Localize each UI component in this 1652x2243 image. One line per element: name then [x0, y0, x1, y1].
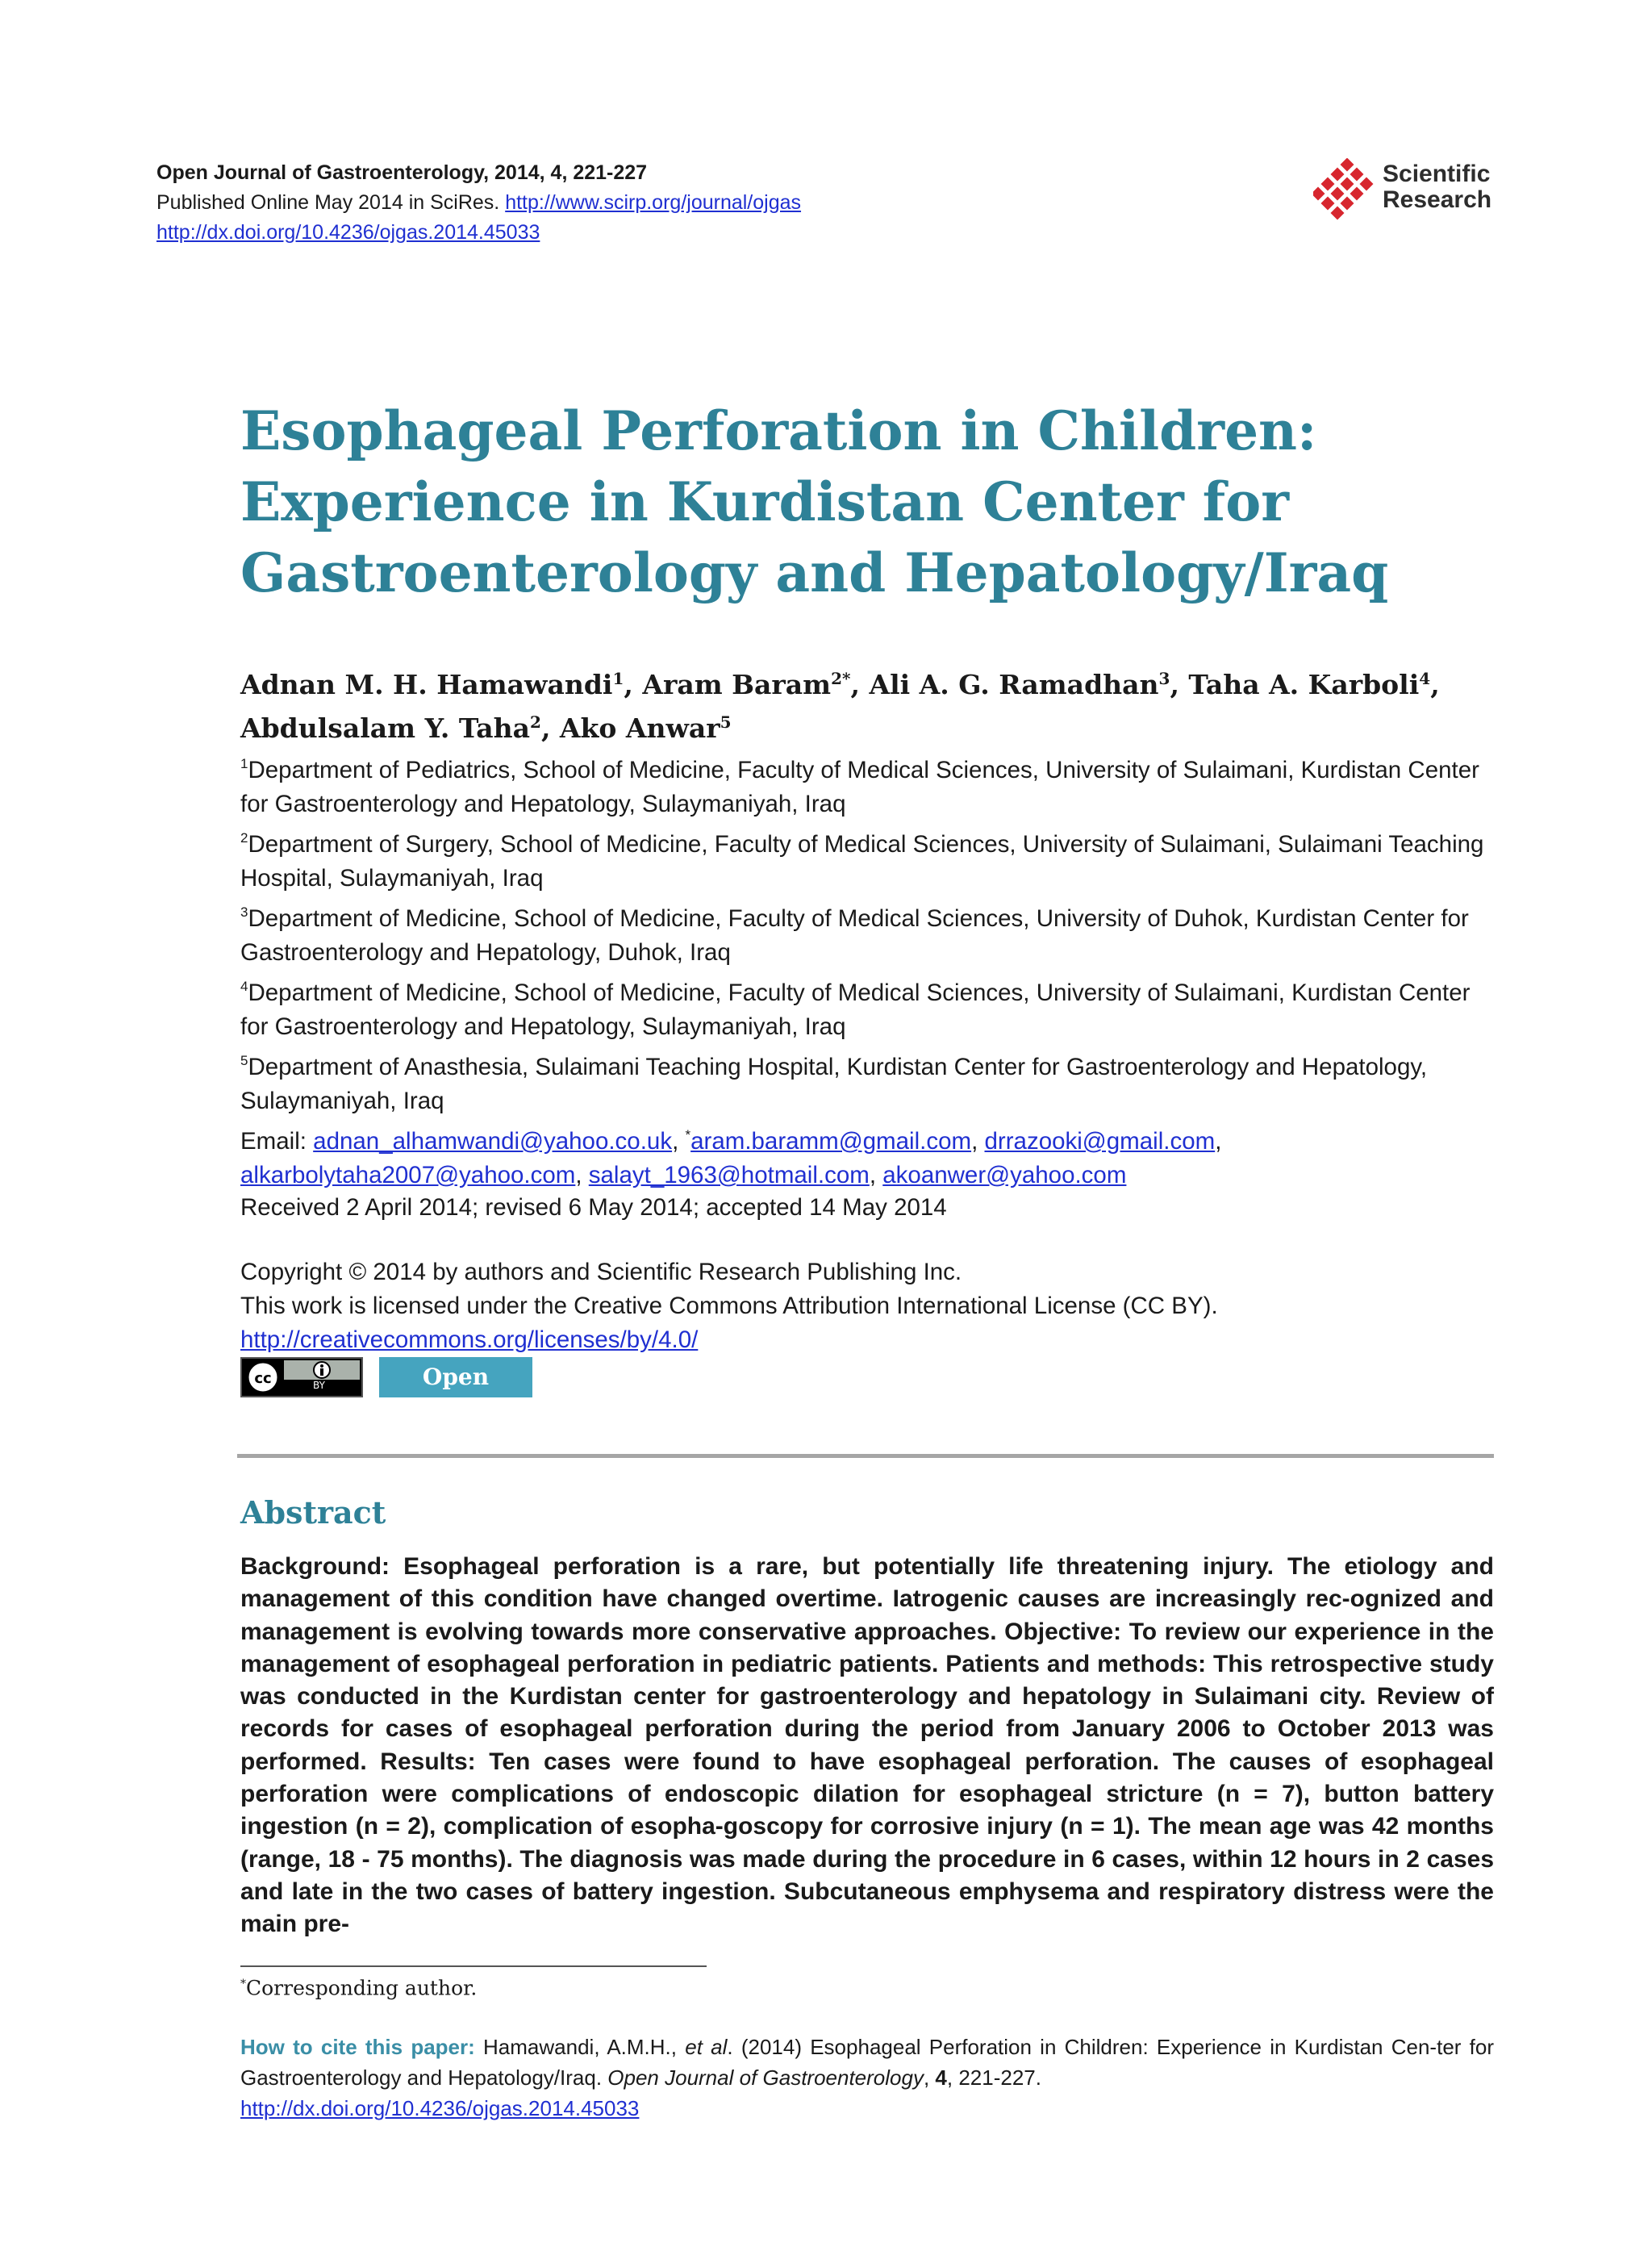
- affiliation-text: Department of Surgery, School of Medicine, Faculty of Medical Sciences, University of Sulaimani, Sulaimani Teaching Hospital, Sulaymaniyah, Iraq: [240, 831, 1484, 892]
- affiliation-text: Department of Medicine, School of Medicine, Faculty of Medical Sciences, University of Duhok, Kurdistan Center for Gastroenterology and Hepatology, Duhok, Iraq: [240, 905, 1469, 966]
- cite-etal: et al: [685, 2035, 728, 2059]
- affiliation-number: 3: [240, 904, 248, 920]
- author-affil-mark: 2: [530, 712, 541, 732]
- footnote-star: *: [240, 1978, 246, 1990]
- logo-line-2: Research: [1383, 186, 1492, 213]
- email-link[interactable]: akoanwer@yahoo.com: [882, 1162, 1127, 1188]
- author-affil-mark: 5: [720, 712, 732, 732]
- license-line: This work is licensed under the Creative Commons Attribution International License (CC BY).: [240, 1293, 1218, 1319]
- doi-line: [156, 218, 1124, 248]
- author-list: Adnan M. H. Hamawandi$^1$, Aram Baram$^{2*}$, Ali A. G. Ramadhan$^3$, Taha A. Karboli$^4$, Abdulsalam Y. Taha$^2$, Ako Anwar$^5$: [240, 669, 1440, 744]
- cite-comma: ,: [923, 2065, 936, 2090]
- author-name: Adnan M. H. Hamawandi: [240, 669, 613, 700]
- affiliations: [240, 747, 1499, 1193]
- title-line-3: Gastroenterology and Hepatology/Iraq: [240, 541, 1389, 604]
- affiliation-item: [240, 1044, 1499, 1118]
- cc-by-badge[interactable]: [240, 1357, 363, 1397]
- author-affil-mark: 2*: [831, 669, 851, 688]
- journal-url-link[interactable]: http://www.scirp.org/journal/ojgas: [505, 191, 802, 214]
- footnote: [240, 1970, 477, 2002]
- how-to-cite: [240, 2032, 1494, 2124]
- section-divider: [237, 1454, 1494, 1458]
- affiliation-number: 5: [240, 1053, 248, 1068]
- author-name: Ali A. G. Ramadhan: [869, 669, 1159, 700]
- affiliation-item: [240, 821, 1499, 896]
- cite-pages: , 221-227.: [946, 2065, 1041, 2090]
- affiliation-text: Department of Pediatrics, School of Medicine, Faculty of Medical Sciences, University of Sulaimani, Kurdistan Center for Gastroenterology and Hepatology, Sulaymaniyah, Iraq: [240, 757, 1479, 817]
- author-affil-mark: 4: [1419, 669, 1431, 688]
- cite-volume: 4: [935, 2065, 947, 2090]
- cite-journal: Open Journal of Gastroenterology: [607, 2065, 924, 2090]
- affiliation-item: [240, 747, 1499, 821]
- cite-doi-link[interactable]: http://dx.doi.org/10.4236/ojgas.2014.45033: [240, 2096, 640, 2120]
- abstract-body: Background: Esophageal perforation is a rare, but potentially life threatening injury. The etiology and management of this condition have changed overtime. Iatrogenic causes are increasingly rec-ognized and management is evolving towards more conservative approaches. Objective: To review our experience in the management of esophageal perforation in pediatric patients. Patients and methods: This retrospective study was conducted in the Kurdistan center for gastroenterology and hepatology in Sulaimani city. Review of records for cases of esophageal perforation during the period from January 2006 to October 2013 was performed. Results: Ten cases were found to have esophageal perforation. The causes of esophageal perforation were complications of endoscopic dilation for esophageal stricture (n = 7), button battery ingestion (n = 2), complication of esopha-goscopy for corrosive injury (n = 1). The mean age was 42 months (range, 18 - 75 months). The diagnosis was made during the procedure in 6 cases, within 12 hours in 2 cases and late in the two cases of battery ingestion. Subcutaneous emphysema and respiratory distress were the main pre-: [240, 1553, 1494, 1938]
- title-line-2: Experience in Kurdistan Center for: [240, 470, 1289, 533]
- paper-title: [240, 395, 1499, 608]
- author-name: Abdulsalam Y. Taha: [240, 712, 531, 744]
- email-label: Email:: [240, 1128, 314, 1155]
- affiliation-item: [240, 896, 1499, 970]
- email-link[interactable]: adnan_alhamwandi@yahoo.co.uk: [313, 1128, 673, 1155]
- abstract-heading: Abstract: [240, 1494, 386, 1531]
- published-prefix: Published Online May 2014 in SciRes.: [156, 191, 506, 214]
- affiliation-number: 2: [240, 830, 248, 846]
- affiliation-item: [240, 970, 1499, 1044]
- affiliation-number: 4: [240, 979, 248, 994]
- email-link[interactable]: aram.baramm@gmail.com: [690, 1128, 972, 1155]
- diamond-cluster-icon: [1313, 158, 1381, 226]
- copyright-block: [240, 1255, 1499, 1357]
- creative-commons-icon: [242, 1359, 361, 1396]
- received-dates: Received 2 April 2014; revised 6 May 2014; accepted 14 May 2014: [240, 1194, 947, 1221]
- footnote-text: Corresponding author.: [246, 1976, 478, 2000]
- svg-text:cc: cc: [254, 1370, 272, 1387]
- doi-link[interactable]: http://dx.doi.org/10.4236/ojgas.2014.45033: [156, 221, 540, 244]
- journal-citation-line: Open Journal of Gastroenterology, 2014, 4, 221-227: [156, 161, 648, 184]
- logo-text: [1383, 161, 1491, 213]
- author-name: Taha A. Karboli: [1188, 669, 1420, 700]
- cc-by-label: BY: [313, 1380, 325, 1391]
- footnote-divider: [240, 1965, 707, 1967]
- cite-lead: How to cite this paper:: [240, 2035, 475, 2059]
- author-affil-mark: 1: [612, 669, 624, 688]
- affiliation-number: 1: [240, 756, 248, 771]
- scientific-research-logo: [1313, 158, 1499, 223]
- author-name: Aram Baram: [642, 669, 832, 700]
- title-line-1: Esophageal Perforation in Children:: [240, 399, 1317, 462]
- affiliation-text: Department of Medicine, School of Medicine, Faculty of Medical Sciences, University of Sulaimani, Kurdistan Center for Gastroenterology and Hepatology, Sulaymaniyah, Iraq: [240, 979, 1471, 1040]
- corresponding-star: *: [685, 1127, 691, 1142]
- copyright-line: Copyright © 2014 by authors and Scientific Research Publishing Inc.: [240, 1259, 962, 1285]
- license-url-line: [240, 1323, 1499, 1357]
- email-line: Email: adnan_alhamwandi@yahoo.co.uk, *aram.baramm@gmail.com, drrazooki@gmail.com, alkarbolytaha2007@yahoo.com, salayt_1963@hotmail.com, akoanwer@yahoo.com: [240, 1127, 1222, 1188]
- email-link[interactable]: alkarbolytaha2007@yahoo.com: [240, 1162, 576, 1188]
- author-affil-mark: 3: [1158, 669, 1170, 688]
- author-name: Ako Anwar: [559, 712, 720, 744]
- email-link[interactable]: drrazooki@gmail.com: [984, 1128, 1216, 1155]
- logo-line-1: Scientific: [1383, 161, 1491, 187]
- cite-title: . (2014) Esophageal Perforation in Children: Experience in Kurdistan Cen-ter for Gastroenterology and Hepatology/Iraq.: [240, 2035, 1494, 2090]
- license-link[interactable]: http://creativecommons.org/licenses/by/4.0/: [240, 1326, 699, 1353]
- published-line: [156, 188, 1124, 218]
- cite-authors: Hamawandi, A.M.H.,: [474, 2035, 686, 2059]
- email-link[interactable]: salayt_1963@hotmail.com: [588, 1162, 870, 1188]
- affiliation-text: Department of Anasthesia, Sulaimani Teaching Hospital, Kurdistan Center for Gastroenterology and Hepatology, Sulaymaniyah, Iraq: [240, 1054, 1428, 1114]
- open-access-badge[interactable]: Open Access: [379, 1357, 532, 1397]
- journal-header: [156, 158, 1124, 248]
